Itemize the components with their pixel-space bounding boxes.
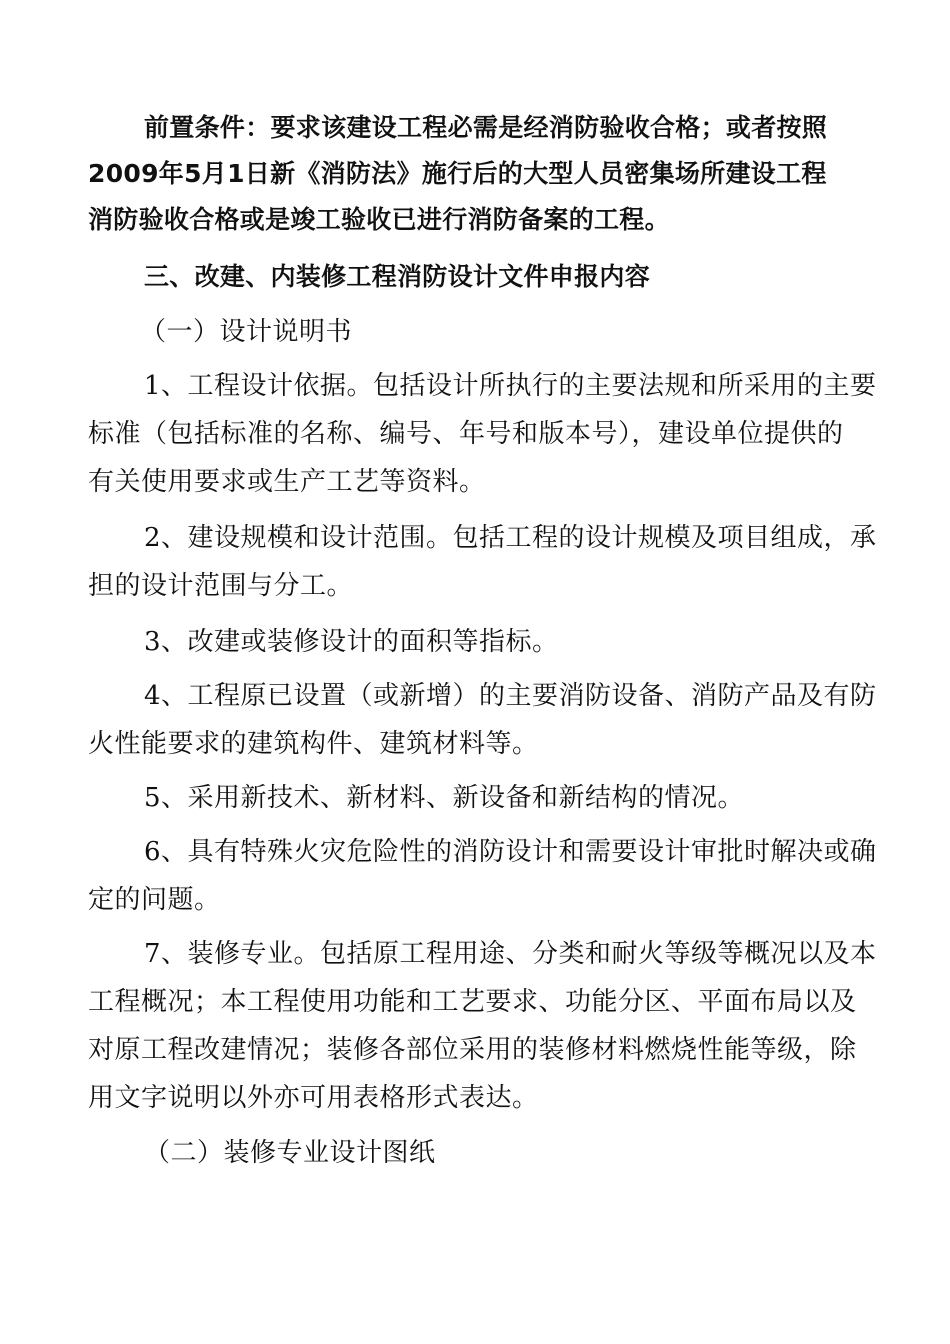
item-1-line-2: 标准（包括标准的名称、编号、年号和版本号），建设单位提供的 [88,419,844,449]
item-4-line-2: 火性能要求的建筑构件、建筑材料等。 [88,729,539,759]
precondition-line-1: 前置条件：要求该建设工程必需是经消防验收合格；或者按照 [144,113,828,142]
item-5-line-1: 5、采用新技术、新材料、新设备和新结构的情况。 [144,783,745,813]
section-3-heading: 三、改建、内装修工程消防设计文件申报内容 [144,262,651,291]
subsection-2-heading: （二）装修专业设计图纸 [144,1138,436,1168]
item-2-line-2: 担的设计范围与分工。 [88,571,354,601]
item-7-line-2: 工程概况；本工程使用功能和工艺要求、功能分区、平面布局以及 [88,987,857,1017]
item-1-line-1: 1、工程设计依据。包括设计所执行的主要法规和所采用的主要 [144,371,877,401]
item-7-line-1: 7、装修专业。包括原工程用途、分类和耐火等级等概况以及本 [144,939,877,969]
item-7-line-4: 用文字说明以外亦可用表格形式表达。 [88,1083,539,1113]
item-1-line-3: 有关使用要求或生产工艺等资料。 [88,467,486,497]
item-4-line-1: 4、工程原已设置（或新增）的主要消防设备、消防产品及有防 [144,681,877,711]
item-6-line-1: 6、具有特殊火灾危险性的消防设计和需要设计审批时解决或确 [144,837,877,867]
item-2-line-1: 2、建设规模和设计范围。包括工程的设计规模及项目组成，承 [144,523,877,553]
precondition-line-3: 消防验收合格或是竣工验收已进行消防备案的工程。 [88,205,670,234]
item-3-line-1: 3、改建或装修设计的面积等指标。 [144,627,559,657]
subsection-1-heading: （一）设计说明书 [140,317,353,347]
item-7-line-3: 对原工程改建情况；装修各部位采用的装修材料燃烧性能等级，除 [88,1035,857,1065]
precondition-line-2: 2009年5月1日新《消防法》施行后的大型人员密集场所建设工程 [88,159,827,188]
item-6-line-2: 定的问题。 [88,885,221,915]
